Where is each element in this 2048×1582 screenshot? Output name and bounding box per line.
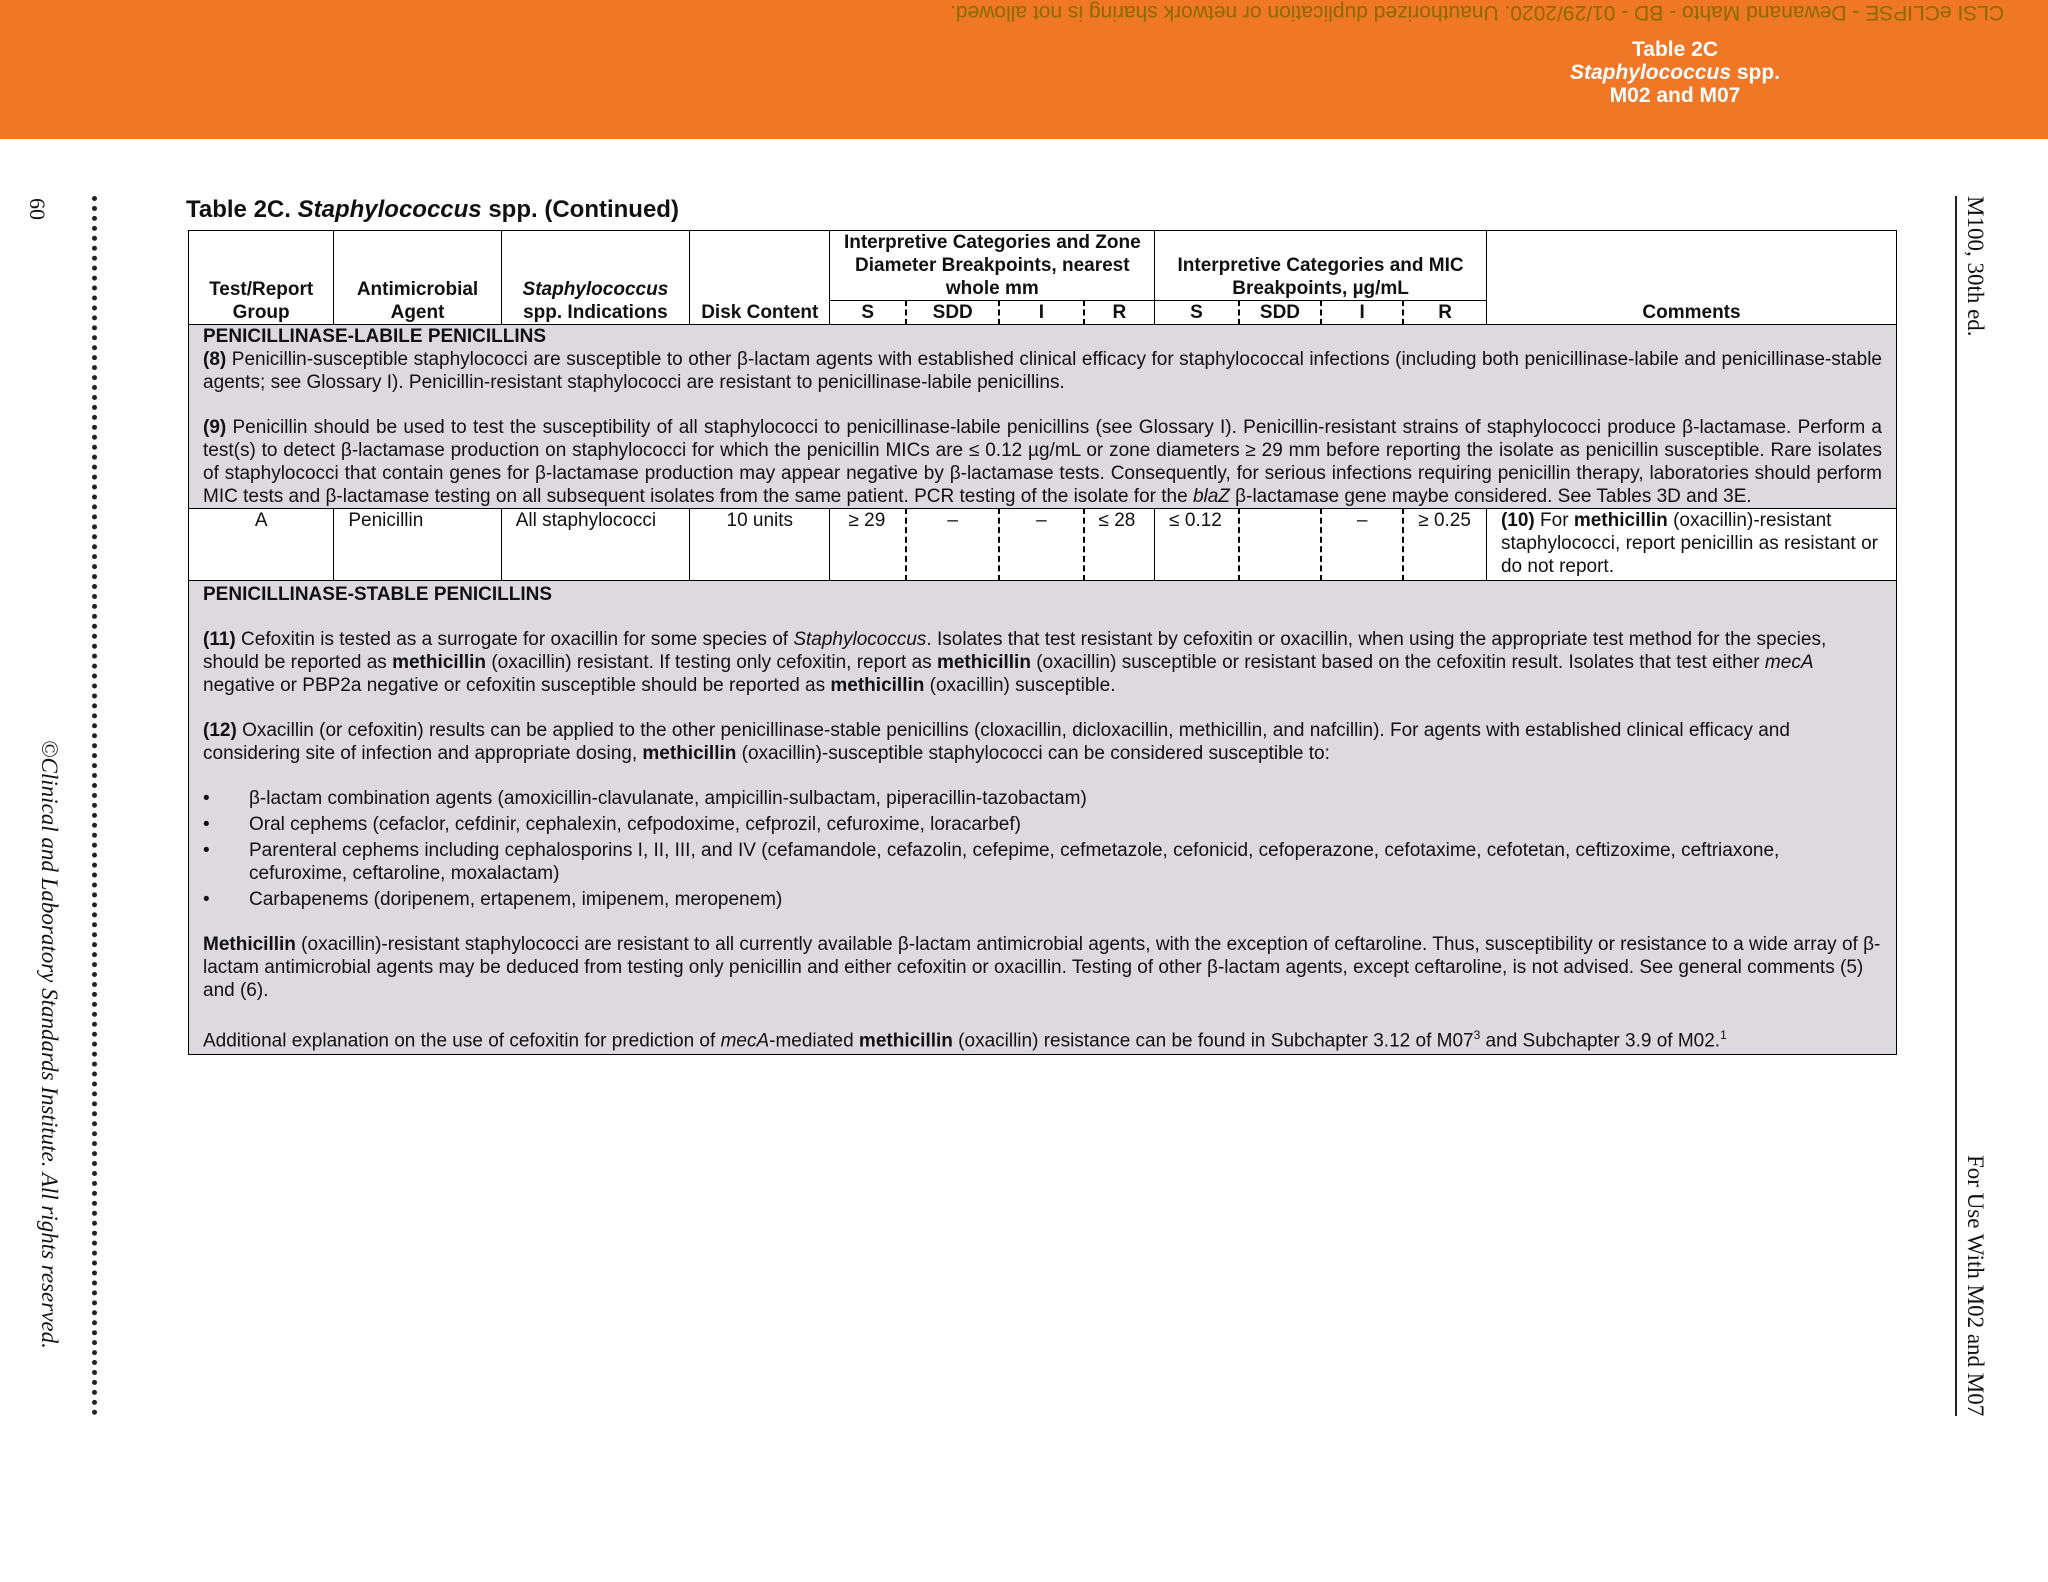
cell-group: A	[189, 509, 334, 581]
list-item: • β-lactam combination agents (amoxicillin-clavulanate, ampicillin-sulbactam, piperacillin-tazobactam)	[249, 787, 1882, 810]
list-item: • Oral cephems (cefaclor, cefdinir, cephalexin, cefpodoxime, cefprozil, cefuroxime, loracarbef)	[249, 813, 1882, 836]
cell-agent: Penicillin	[334, 509, 501, 581]
cell-mic-i: –	[1321, 509, 1403, 581]
additional-explanation: Additional explanation on the use of cefoxitin for prediction of mecA-mediated methicillin (oxacillin) resistance can be found in Subchapter 3.12 of $M07^3$ and Subchapter 3.9 of M02.$^1$	[203, 1028, 1727, 1052]
col-antimicrobial-agent: Antimicrobial Agent	[334, 231, 501, 325]
page-number: 60	[25, 198, 50, 220]
table-row	[189, 509, 1897, 581]
susceptible-agents-list	[203, 787, 1882, 911]
section-penicillinase-labile	[189, 325, 1897, 509]
breakpoint-table	[188, 230, 1897, 1055]
col-test-report-group: Test/Report Group	[189, 231, 334, 325]
for-use-label: For Use With M02 and M07	[1963, 1155, 1988, 1417]
mic-s-header: S	[1155, 301, 1239, 325]
banner-title: Table 2C Staphylococcus spp. M02 and M07	[1569, 38, 1781, 107]
col-zone-group: Interpretive Categories and Zone Diameter Breakpoints, nearest whole mm	[830, 231, 1155, 301]
zone-i-header: I	[999, 301, 1083, 325]
watermark: CLSI eCLIPSE - Dewanand Mahto - BD - 01/29/2020. Unauthorized duplication or network sharing is not allowed.	[949, 1, 2004, 24]
zone-s-header: S	[830, 301, 906, 325]
copyright-notice: ©Clinical and Laboratory Standards Institute. All rights reserved.	[37, 740, 62, 1349]
cell-indication: All staphylococci	[501, 509, 689, 581]
zone-sdd-header: SDD	[906, 301, 999, 325]
cell-zone-s: ≥ 29	[830, 509, 906, 581]
note-12: (12) Oxacillin (or cefoxitin) results can be applied to the other penicillinase-stable penicillins (cloxacillin, dicloxacillin, methicillin, and nafcillin). For agents with established clinical efficacy and considering site of infection and appropriate dosing, methicillin (oxacillin)-susceptible staphylococci can be considered susceptible to:	[203, 720, 1790, 764]
methicillin-note: Methicillin (oxacillin)-resistant staphylococci are resistant to all currently available β-lactam antimicrobial agents, with the exception of ceftaroline. Thus, susceptibility or resistance to a wide array of β-lactam antimicrobial agents may be deduced from testing only penicillin and either cefoxitin or oxacillin. Testing of other β-lactam agents, except ceftaroline, is not advised. See general comments (5) and (6).	[203, 934, 1881, 1001]
cell-zone-i: –	[999, 509, 1083, 581]
col-indications: Staphylococcus spp. Indications	[501, 231, 689, 325]
header-row	[189, 231, 1897, 301]
dotted-rule	[92, 196, 97, 1416]
cell-mic-r: ≥ 0.25	[1403, 509, 1486, 581]
list-item: • Carbapenems (doripenem, ertapenem, imipenem, meropenem)	[249, 888, 1882, 911]
list-item: • Parenteral cephems including cephalosporins I, II, III, and IV (cefamandole, cefazolin, cefepime, cefmetazole, cefonicid, cefoperazone, cefotaxime, cefotetan, ceftizoxime, ceftriaxone, cefuroxime, ceftaroline, moxalactam)	[249, 839, 1882, 885]
header-banner	[0, 0, 2048, 139]
col-mic-group: Interpretive Categories and MIC Breakpoints, µg/mL	[1155, 231, 1487, 301]
note-9: (9) Penicillin should be used to test the susceptibility of all staphylococci to penicillinase-labile penicillins (see Glossary I). Penicillin-resistant strains of staphylococci produce β-lactamase. Perform a test(s) to detect β-lactamase production on staphylococci for which the penicillin MICs are ≤ 0.12 µg/mL or zone diameters ≥ 29 mm before reporting the isolate as penicillin susceptible. Rare isolates of staphylococci that contain genes for β-lactamase production may appear negative by β-lactamase tests. Consequently, for serious infections requiring penicillin therapy, laboratories should perform MIC tests and β-lactamase testing on all subsequent isolates from the same patient. PCR testing of the isolate for the blaZ β-lactamase gene maybe considered. See Tables 3D and 3E.	[203, 417, 1882, 507]
section-title: PENICILLINASE-STABLE PENICILLINS	[203, 584, 553, 605]
table-title: Table 2C. Staphylococcus spp. (Continued)	[186, 196, 679, 223]
mic-sdd-header: SDD	[1239, 301, 1321, 325]
right-rule	[1955, 196, 1957, 1416]
mic-r-header: R	[1403, 301, 1486, 325]
mic-i-header: I	[1321, 301, 1403, 325]
col-comments: Comments	[1486, 231, 1896, 325]
edition-label: M100, 30th ed.	[1963, 196, 1988, 337]
col-disk-content: Disk Content	[690, 231, 830, 325]
zone-r-header: R	[1084, 301, 1155, 325]
cell-zone-r: ≤ 28	[1084, 509, 1155, 581]
cell-mic-sdd	[1239, 509, 1321, 581]
note-8: (8) Penicillin-susceptible staphylococci are susceptible to other β-lactam agents with established clinical efficacy for staphylococcal infections (including both penicillinase-labile and penicillinase-stable agents; see Glossary I). Penicillin-resistant staphylococci are resistant to penicillinase-labile penicillins.	[203, 349, 1882, 393]
cell-disk: 10 units	[690, 509, 830, 581]
cell-mic-s: ≤ 0.12	[1155, 509, 1239, 581]
cell-comment: (10) For methicillin (oxacillin)-resistant staphylococci, report penicillin as resistant or do not report.	[1486, 509, 1896, 581]
cell-zone-sdd: –	[906, 509, 999, 581]
section-title: PENICILLINASE-LABILE PENICILLINS	[203, 326, 547, 347]
note-11: (11) Cefoxitin is tested as a surrogate for oxacillin for some species of Staphylococcus. Isolates that test resistant by cefoxitin or oxacillin, when using the appropriate test method for the species, should be reported as methicillin (oxacillin) resistant. If testing only cefoxitin, report as methicillin (oxacillin) susceptible or resistant based on the cefoxitin result. Isolates that test either mecA negative or PBP2a negative or cefoxitin susceptible should be reported as methicillin (oxacillin) susceptible.	[203, 629, 1827, 696]
section-penicillinase-stable	[189, 581, 1897, 1055]
